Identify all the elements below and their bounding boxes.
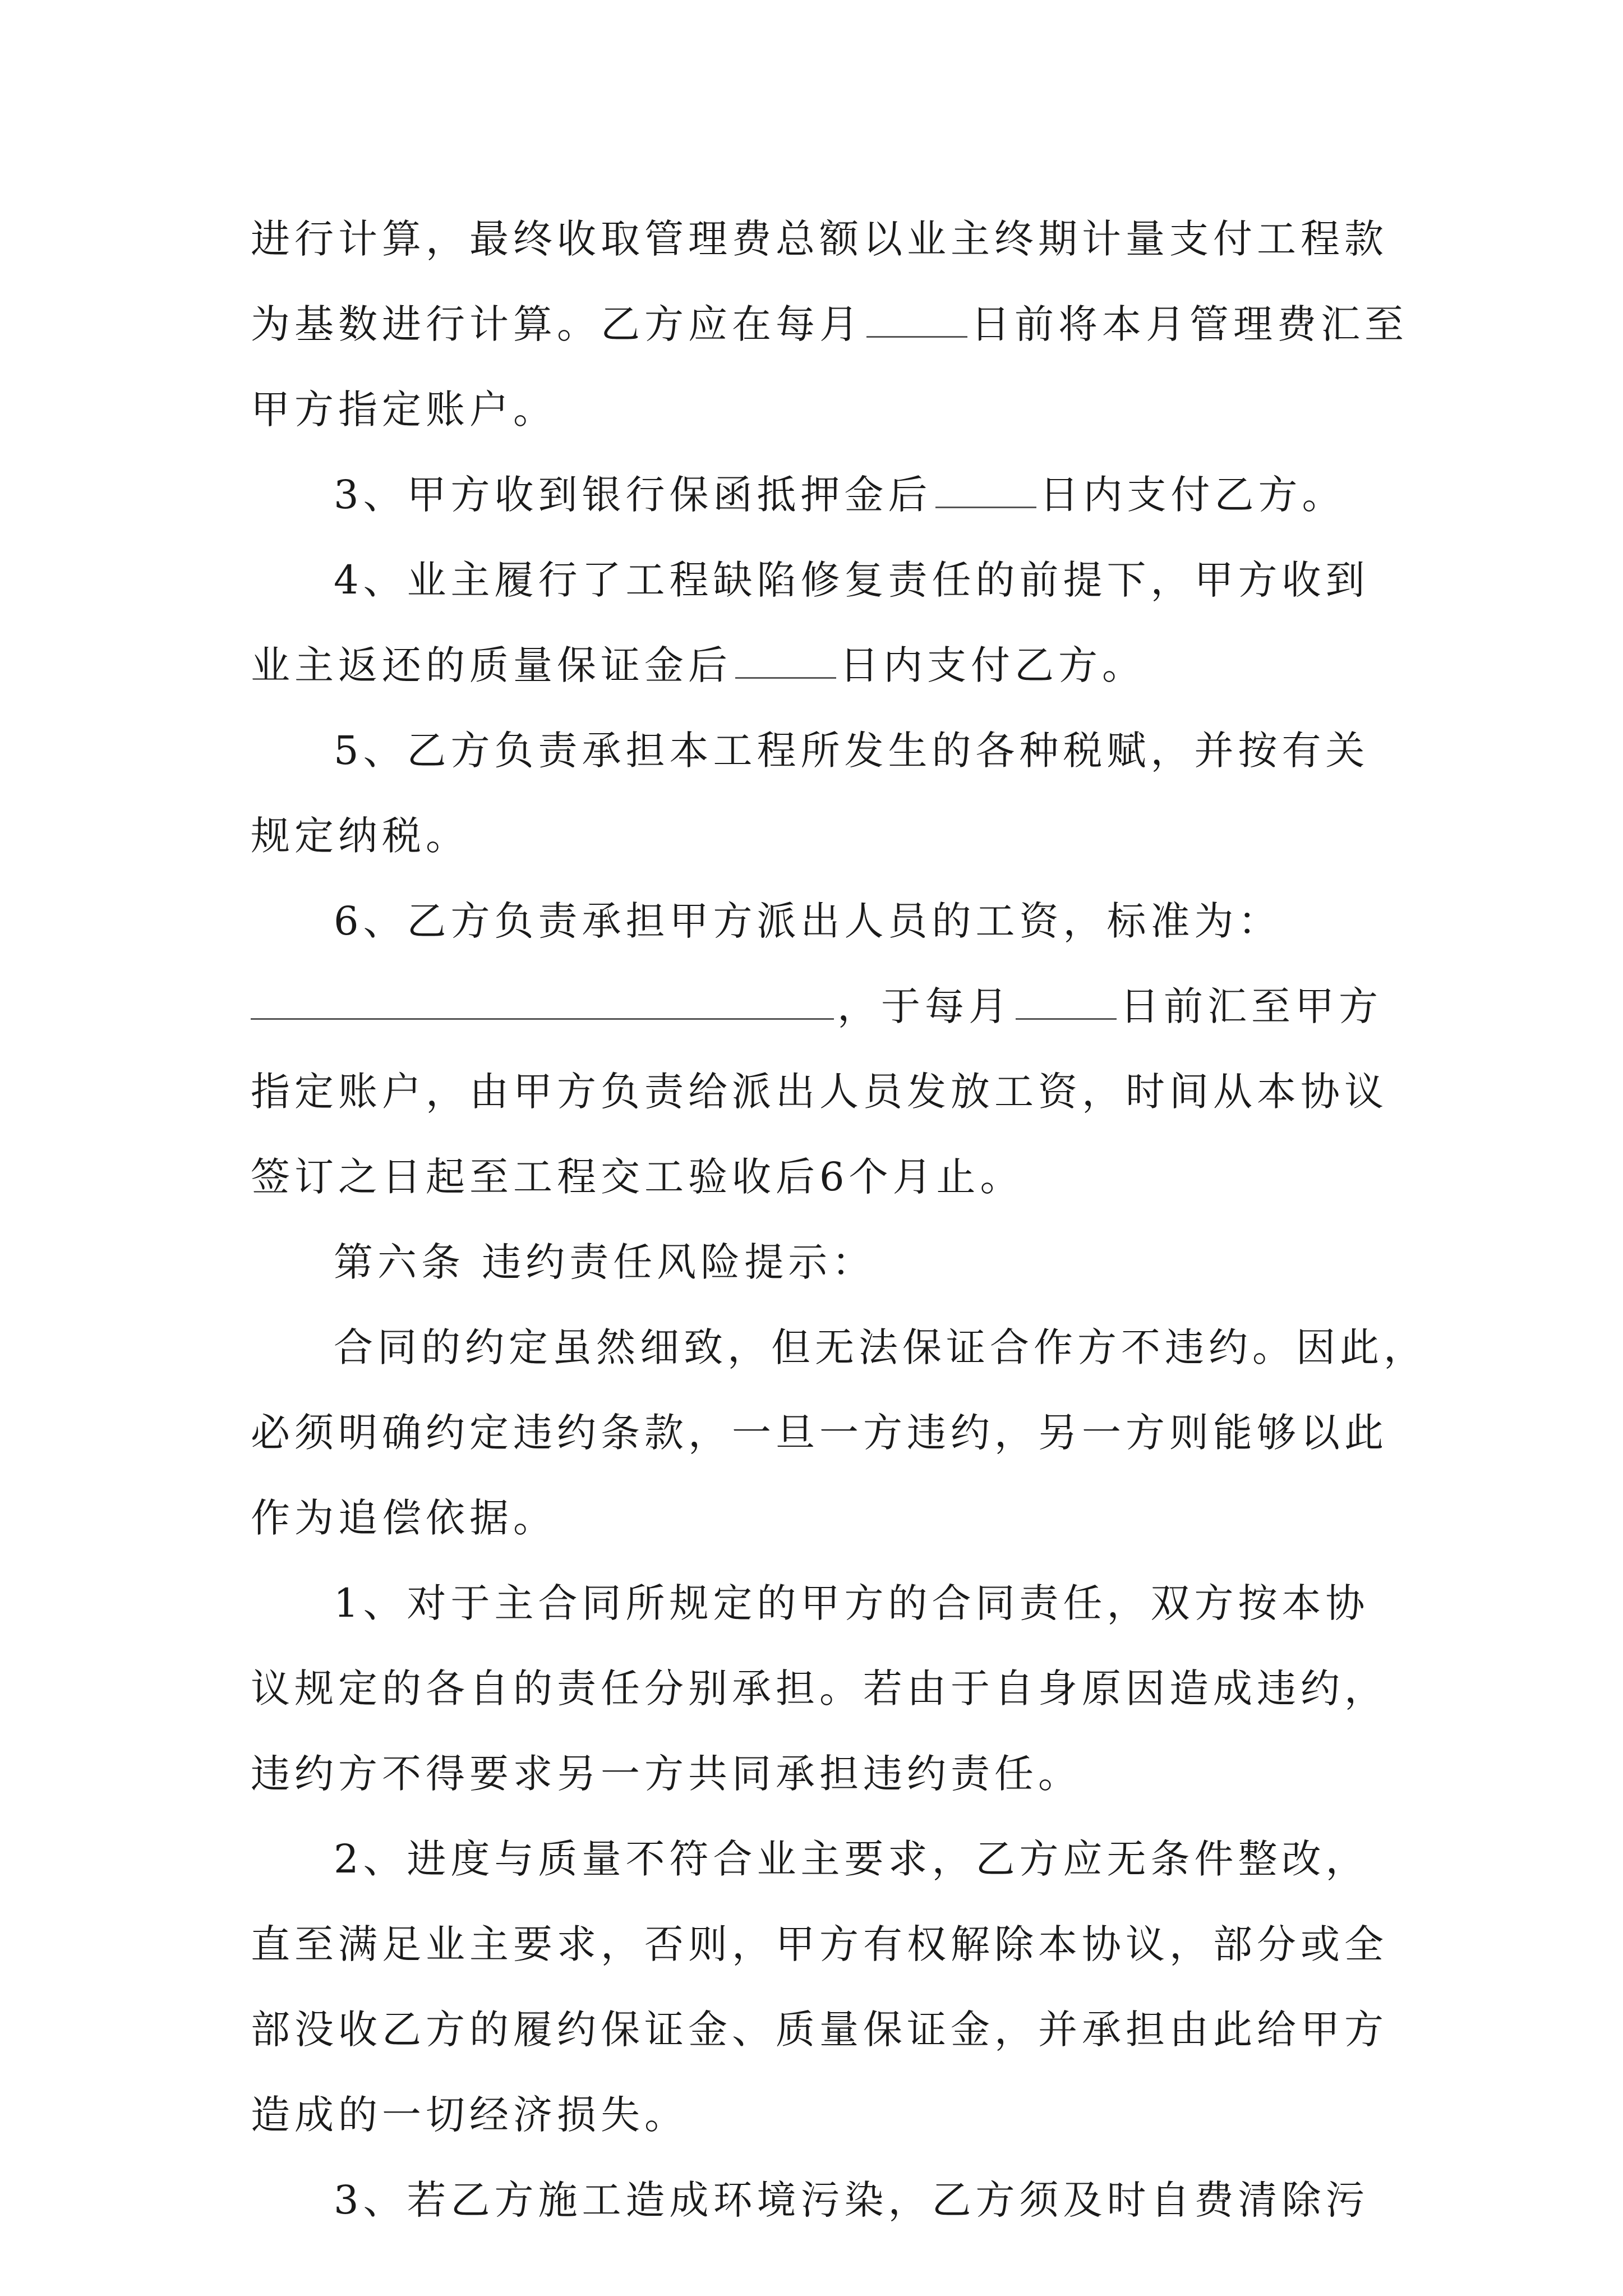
- section-heading: [251, 1220, 1378, 1305]
- text-line: [251, 282, 1408, 367]
- text-line: [251, 452, 1378, 537]
- text-line: [251, 1731, 1378, 1816]
- text-line: [251, 1902, 1388, 1987]
- fill-in-blank: [1016, 979, 1117, 1020]
- text-line: [251, 964, 1382, 1049]
- line-text: 3、甲方收到银行保函抵押金后: [334, 472, 932, 518]
- line-text: 违约方不得要求另一方共同承担违约责任。: [251, 1751, 1082, 1797]
- line-text: 2、进度与质量不符合业主要求，乙方应无条件整改，: [334, 1836, 1370, 1882]
- fill-in-blank: [735, 638, 836, 679]
- line-text: 合同的约定虽然细致，但无法保证合作方不违约。因此，: [334, 1324, 1427, 1370]
- line-text: 日前将本月管理费汇至: [971, 301, 1408, 347]
- text-line: [251, 1816, 1378, 1902]
- text-line: [251, 1134, 1378, 1220]
- line-text: 部没收乙方的履约保证金、质量保证金，并承担由此给甲方: [251, 2007, 1388, 2053]
- text-line: [251, 623, 1378, 708]
- line-text: 造成的一切经济损失。: [251, 2092, 688, 2138]
- text-line: [251, 793, 1378, 878]
- line-text: 第六条 违约责任风险提示：: [334, 1239, 876, 1285]
- document-body: [251, 196, 1427, 2243]
- line-text: 甲方指定账户。: [251, 386, 557, 432]
- line-text: 3、若乙方施工造成环境污染，乙方须及时自费清除污: [334, 2177, 1370, 2223]
- line-text: 6、乙方负责承担甲方派出人员的工资，标准为：: [334, 898, 1282, 944]
- text-line: [251, 1049, 1388, 1134]
- line-text: 签订之日起至工程交工验收后6个月止。: [251, 1154, 1024, 1200]
- text-line: [251, 2072, 1378, 2157]
- text-line: [251, 1305, 1427, 1390]
- line-text: 直至满足业主要求，否则，甲方有权解除本协议，部分或全: [251, 1921, 1388, 1967]
- line-text: 日内支付乙方。: [840, 642, 1146, 688]
- text-line: [251, 2157, 1378, 2243]
- line-text: 作为追偿依据。: [251, 1495, 557, 1541]
- line-text: 为基数进行计算。乙方应在每月: [251, 301, 863, 347]
- text-line: [251, 1646, 1388, 1731]
- line-text: ，于每月: [837, 983, 1012, 1029]
- line-text: 4、业主履行了工程缺陷修复责任的前提下，甲方收到: [334, 557, 1370, 603]
- line-text: 日前汇至甲方: [1120, 983, 1382, 1029]
- fill-in-blank: [251, 979, 834, 1020]
- fill-in-blank: [866, 297, 967, 338]
- fill-in-blank: [935, 467, 1036, 508]
- line-text: 业主返还的质量保证金后: [251, 642, 732, 688]
- text-line: [251, 708, 1378, 793]
- text-line: [251, 367, 1378, 452]
- text-line: [251, 196, 1388, 282]
- line-text: 议规定的各自的责任分别承担。若由于自身原因造成违约，: [251, 1665, 1388, 1711]
- line-text: 必须明确约定违约条款，一旦一方违约，另一方则能够以此: [251, 1410, 1388, 1456]
- line-text: 规定纳税。: [251, 813, 469, 859]
- text-line: [251, 1475, 1378, 1561]
- line-text: 指定账户，由甲方负责给派出人员发放工资，时间从本协议: [251, 1069, 1388, 1115]
- text-line: [251, 1987, 1388, 2072]
- line-text: 进行计算，最终收取管理费总额以业主终期计量支付工程款: [251, 216, 1388, 262]
- text-line: [251, 1390, 1388, 1475]
- text-line: [251, 878, 1378, 964]
- text-line: [251, 1561, 1378, 1646]
- line-text: 1、对于主合同所规定的甲方的合同责任，双方按本协: [334, 1580, 1370, 1626]
- line-text: 5、乙方负责承担本工程所发生的各种税赋，并按有关: [334, 728, 1370, 774]
- line-text: 日内支付乙方。: [1039, 472, 1346, 518]
- text-line: [251, 537, 1378, 623]
